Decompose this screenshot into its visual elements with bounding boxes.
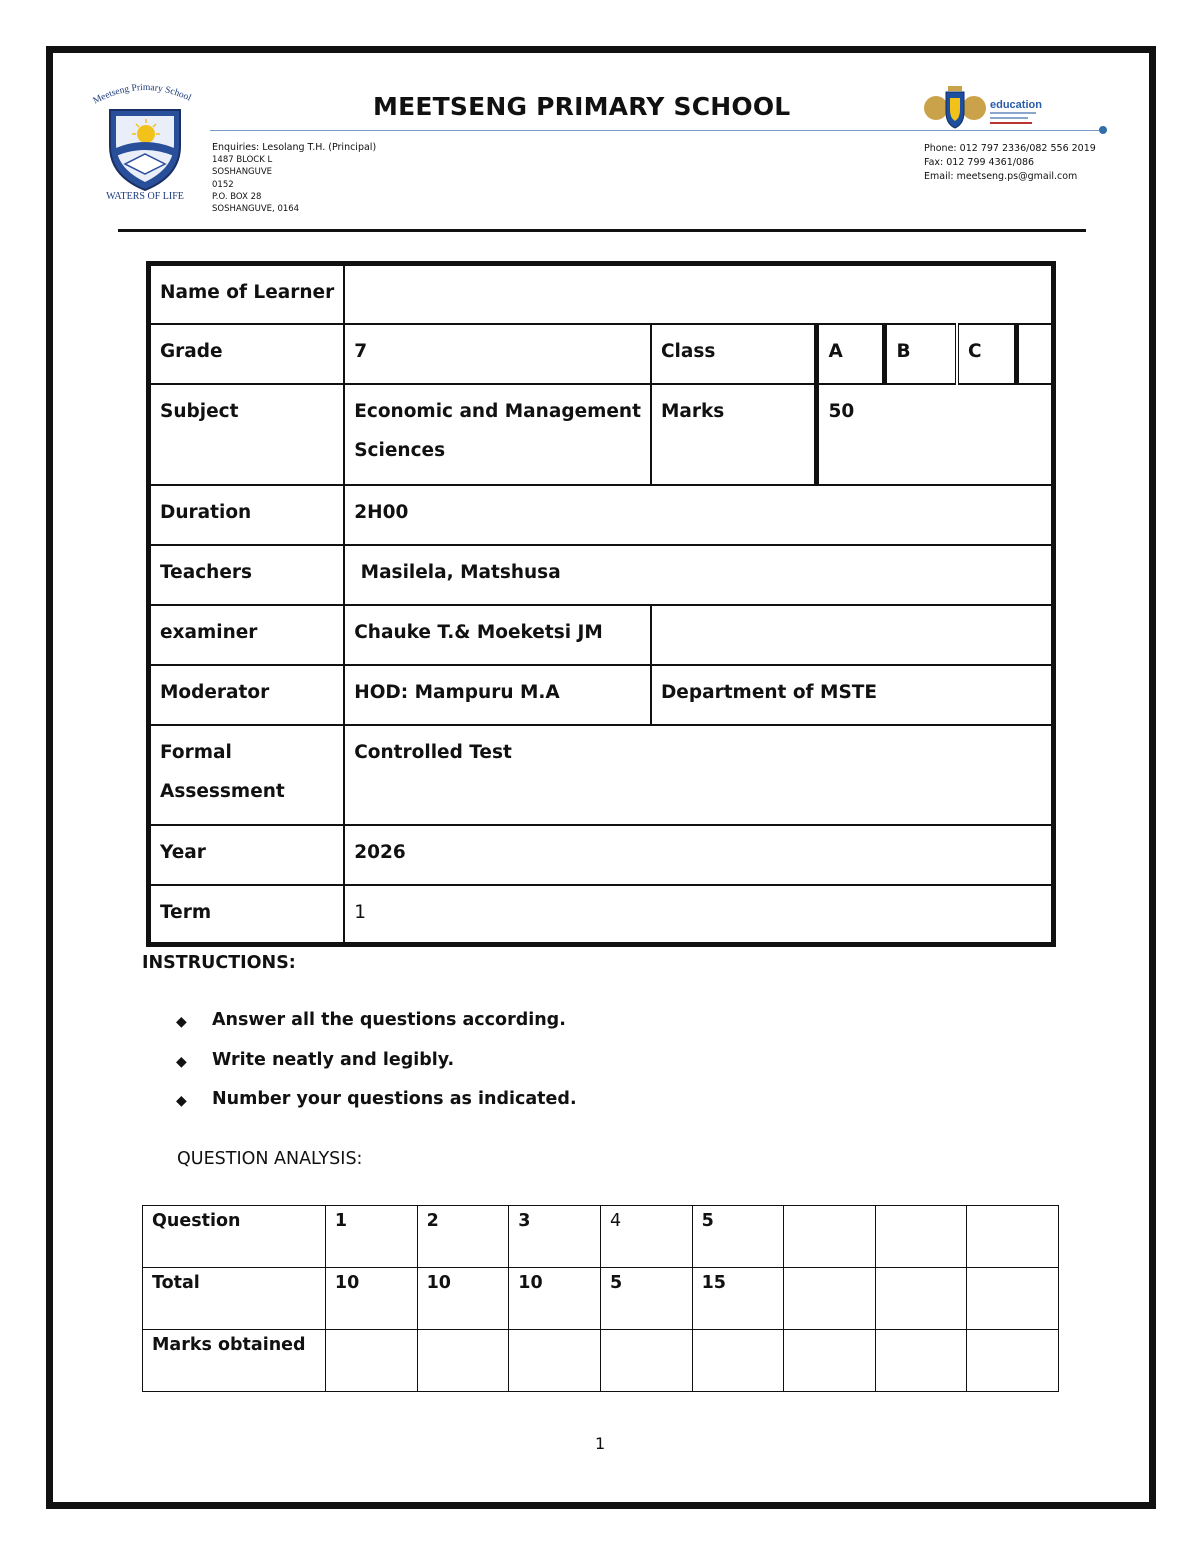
header-rule-dot — [1099, 126, 1107, 134]
class-option-c[interactable]: C — [957, 324, 1017, 384]
question-cell: 5 — [692, 1206, 784, 1268]
moderator-row — [149, 665, 1054, 725]
address-line: SOSHANGUVE, 0164 — [212, 204, 300, 215]
duration-value: 2H00 — [344, 485, 1053, 545]
school-crest-logo — [80, 78, 210, 203]
crest-arc-text: Meetseng Primary School — [91, 82, 193, 107]
year-value: 2026 — [344, 825, 1053, 885]
marks-obtained-cell[interactable] — [600, 1330, 692, 1392]
name-row — [149, 264, 1054, 324]
total-row — [143, 1268, 1059, 1330]
class-option-a[interactable]: A — [817, 324, 885, 384]
total-cell: 10 — [509, 1268, 601, 1330]
total-cell — [784, 1268, 876, 1330]
marks-label: Marks — [651, 384, 817, 485]
question-cell — [784, 1206, 876, 1268]
instruction-item: ◆ Number your questions as indicated. — [176, 1089, 577, 1129]
teachers-label: Teachers — [149, 545, 345, 605]
name-field[interactable] — [344, 264, 1053, 324]
marks-obtained-cell[interactable] — [784, 1330, 876, 1392]
grade-row — [149, 324, 1054, 384]
address-line: 1487 BLOCK L — [212, 155, 273, 166]
total-cell — [875, 1268, 967, 1330]
header-blue-rule — [210, 130, 1103, 131]
marks-obtained-cell[interactable] — [325, 1330, 417, 1392]
svg-text:Meetseng Primary School — [92, 83, 193, 107]
question-cell — [967, 1206, 1059, 1268]
term-row — [149, 885, 1054, 945]
assessment-value: Controlled Test — [344, 725, 1053, 825]
moderator-label: Moderator — [149, 665, 345, 725]
examiner-row — [149, 605, 1054, 665]
marks-obtained-cell[interactable] — [692, 1330, 784, 1392]
school-name: MEETSENG PRIMARY SCHOOL — [373, 92, 791, 121]
examiner-value: Chauke T.& Moeketsi JM — [344, 605, 651, 665]
address-line: Enquiries: Lesolang T.H. (Principal) — [212, 142, 377, 153]
marks-obtained-cell[interactable] — [417, 1330, 509, 1392]
assessment-label: Formal Assessment — [149, 725, 345, 825]
crest-motto: WATERS OF LIFE — [106, 191, 184, 202]
marks-value: 50 — [817, 384, 1054, 485]
question-row — [143, 1206, 1059, 1268]
teachers-row — [149, 545, 1054, 605]
address-line: 0152 — [212, 179, 234, 190]
education-department-logo — [918, 84, 1058, 130]
duration-row — [149, 485, 1054, 545]
assessment-row — [149, 725, 1054, 825]
grade-label: Grade — [149, 324, 345, 384]
instructions-heading: INSTRUCTIONS: — [142, 953, 296, 973]
total-cell: 5 — [600, 1268, 692, 1330]
class-label: Class — [651, 324, 817, 384]
email-line: Email: meetseng.ps@gmail.com — [924, 171, 1078, 183]
diamond-bullet-icon: ◆ — [176, 1093, 187, 1109]
question-cell: 2 — [417, 1206, 509, 1268]
teachers-value: Masilela, Matshusa — [344, 545, 1053, 605]
diamond-bullet-icon: ◆ — [176, 1014, 187, 1030]
diamond-bullet-icon: ◆ — [176, 1053, 187, 1070]
school-address — [212, 142, 376, 215]
total-cell: 10 — [417, 1268, 509, 1330]
term-value: 1 — [344, 885, 1053, 945]
total-cell — [967, 1268, 1059, 1330]
department-value: Department of MSTE — [651, 665, 1054, 725]
subject-row — [149, 384, 1054, 485]
duration-label: Duration — [149, 485, 345, 545]
fax-line: Fax: 012 799 4361/086 — [924, 157, 1035, 169]
subject-value: Economic and Management Sciences — [344, 384, 651, 485]
total-cell: 15 — [692, 1268, 784, 1330]
instructions-list — [176, 1010, 577, 1129]
address-line: P.O. BOX 28 — [212, 191, 262, 202]
marks-obtained-cell[interactable] — [875, 1330, 967, 1392]
name-label: Name of Learner — [149, 264, 345, 324]
phone-line: Phone: 012 797 2336/082 556 2019 — [924, 143, 1096, 154]
year-label: Year — [149, 825, 345, 885]
row-label: Total — [143, 1268, 326, 1330]
question-analysis-heading: QUESTION ANALYSIS: — [177, 1149, 363, 1169]
question-cell: 3 — [509, 1206, 601, 1268]
question-cell: 1 — [325, 1206, 417, 1268]
instruction-item: ◆ Answer all the questions according. — [176, 1010, 577, 1050]
year-row — [149, 825, 1054, 885]
learner-info-table — [146, 261, 1056, 947]
header-divider — [118, 229, 1086, 232]
question-cell — [875, 1206, 967, 1268]
moderator-value: HOD: Mampuru M.A — [344, 665, 651, 725]
school-contact — [924, 142, 1096, 185]
class-option-blank — [1017, 324, 1054, 384]
logo-text: education — [990, 99, 1042, 111]
page-number: 1 — [595, 1434, 606, 1453]
row-label: Question — [143, 1206, 326, 1268]
question-cell: 4 — [600, 1206, 692, 1268]
examiner-label: examiner — [149, 605, 345, 665]
marks-obtained-cell[interactable] — [509, 1330, 601, 1392]
address-line: SOSHANGUVE — [212, 167, 273, 178]
examiner-extra — [651, 605, 1054, 665]
total-cell: 10 — [325, 1268, 417, 1330]
instruction-item: ◆ Write neatly and legibly. — [176, 1050, 577, 1090]
row-label: Marks obtained — [143, 1330, 326, 1392]
class-option-b[interactable]: B — [885, 324, 957, 384]
grade-value: 7 — [344, 324, 651, 384]
term-label: Term — [149, 885, 345, 945]
question-analysis-table — [142, 1205, 1059, 1392]
subject-label: Subject — [149, 384, 345, 485]
marks-obtained-row — [143, 1330, 1059, 1392]
marks-obtained-cell[interactable] — [967, 1330, 1059, 1392]
